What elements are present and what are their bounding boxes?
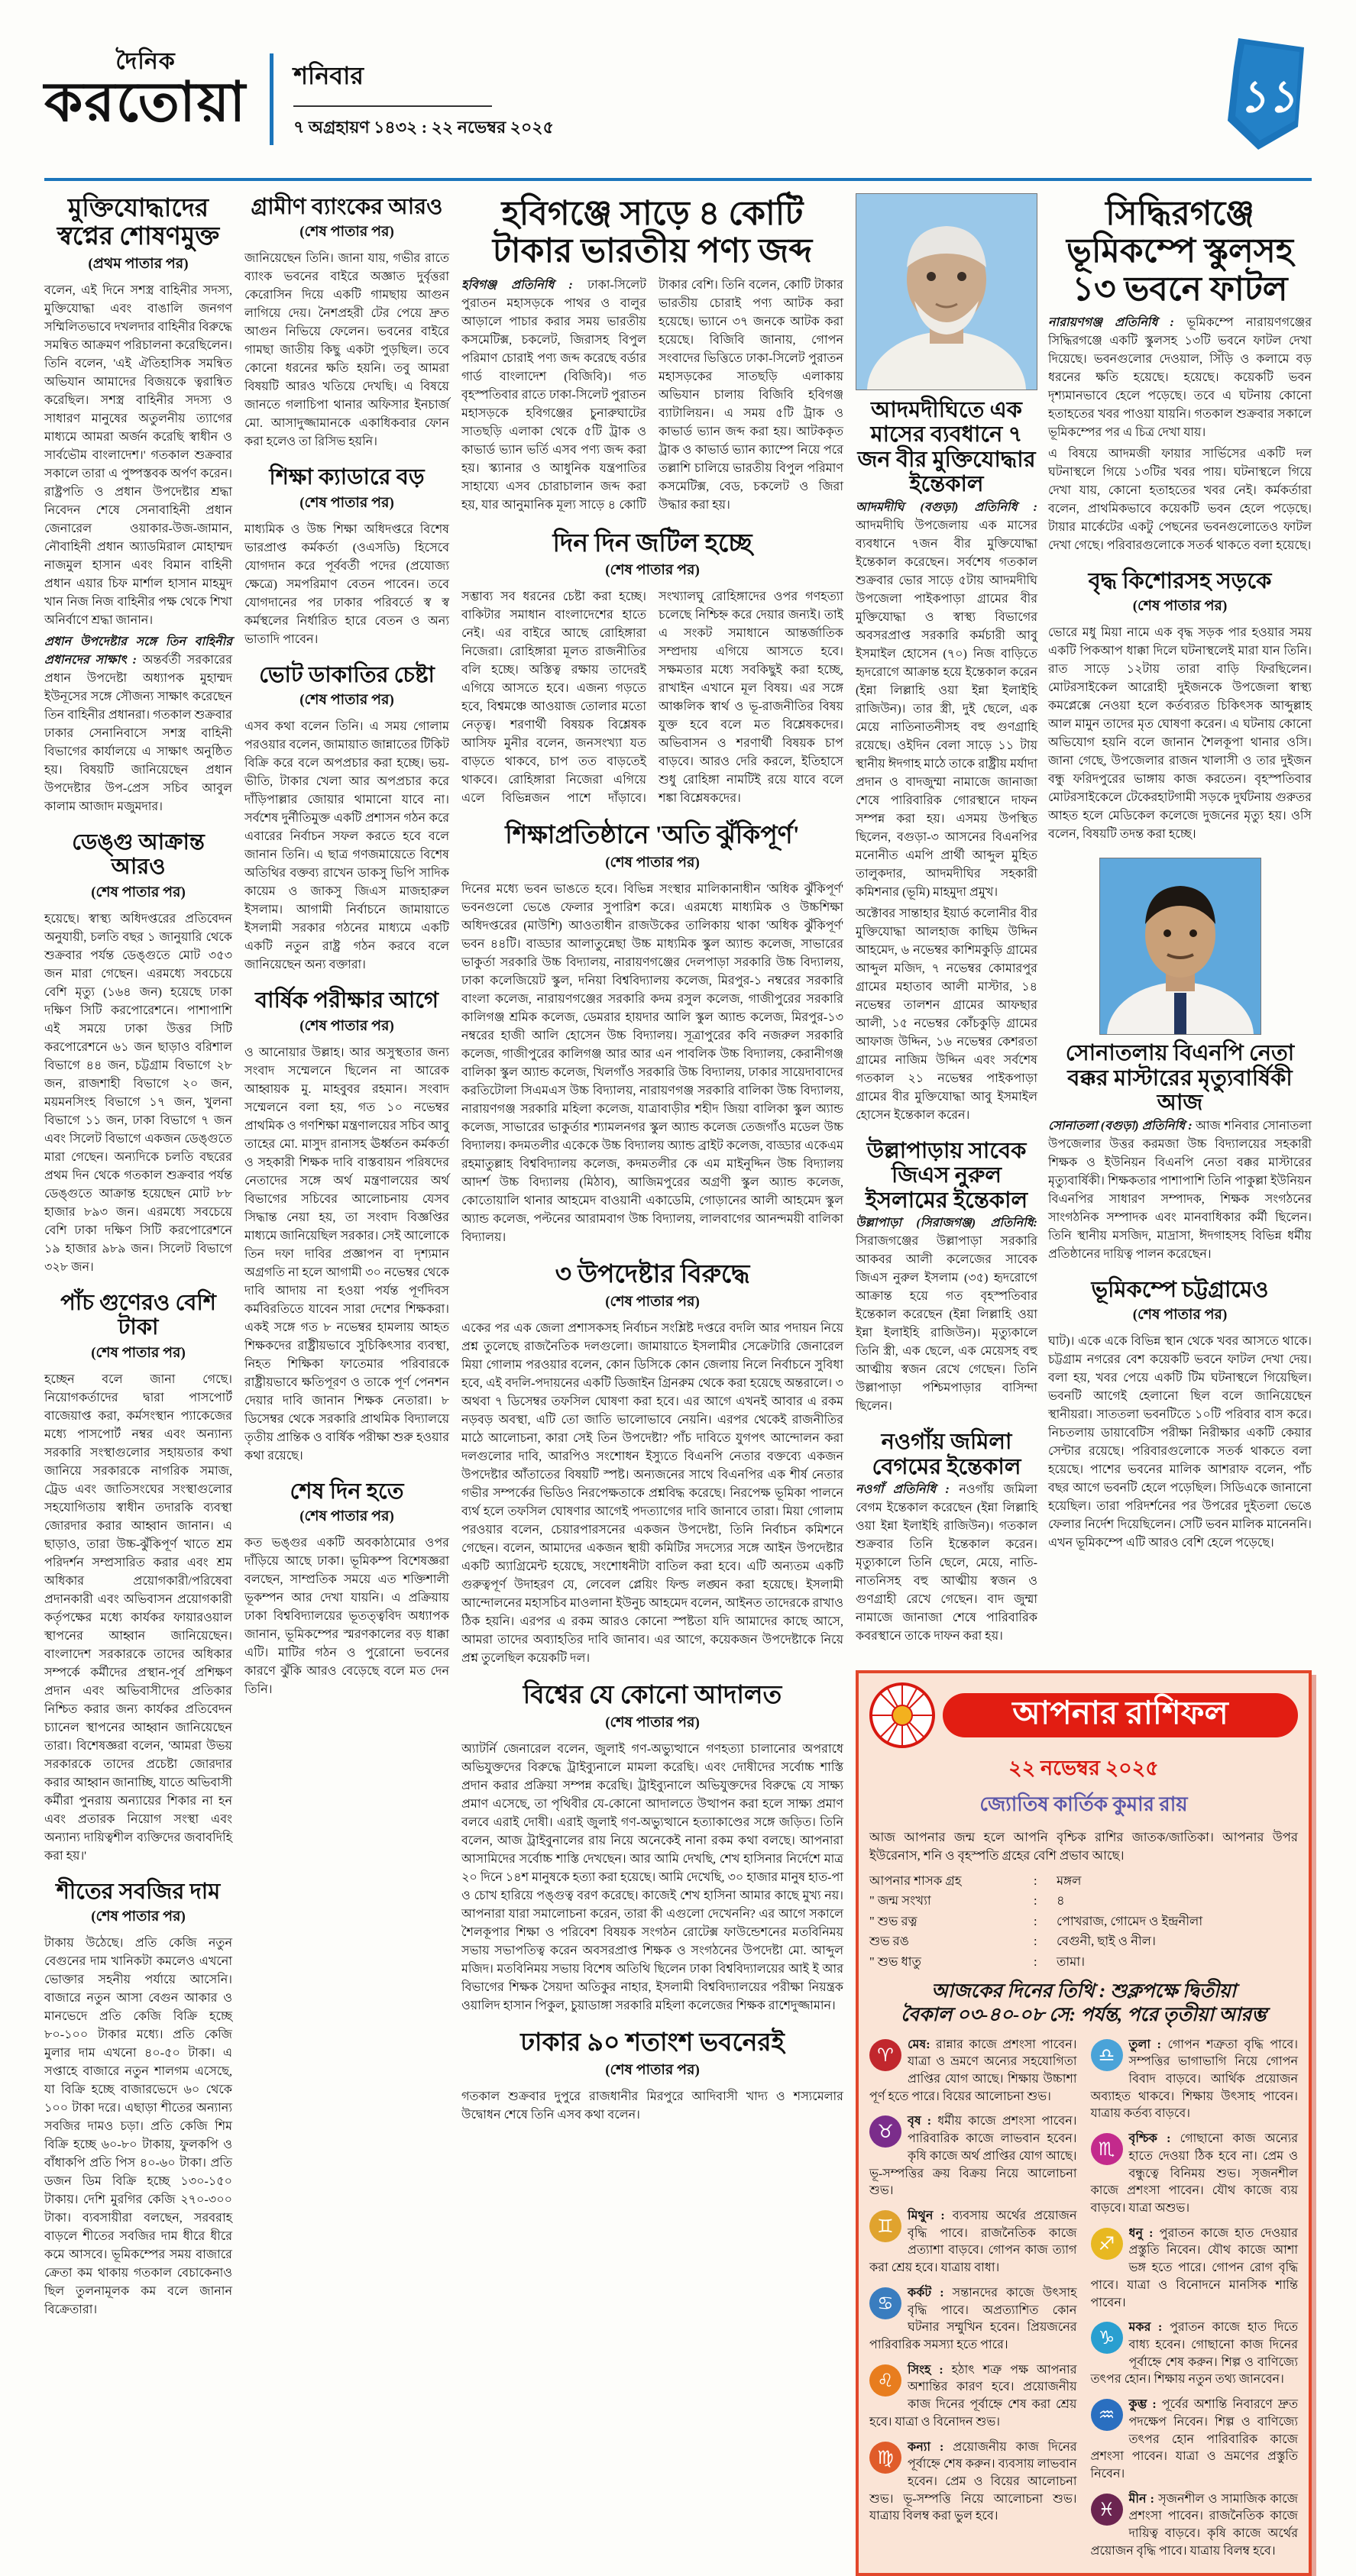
horoscope-title: আপনার রাশিফল — [943, 1693, 1298, 1737]
weekday-label: শনিবার — [293, 62, 364, 89]
zodiac-sign-name: সিংহ : — [908, 2363, 952, 2377]
zodiac-sign-icon: ♋ — [869, 2287, 901, 2319]
zodiac-sign-text: হঠাৎ শত্রু পক্ষ আপনার অশান্তির কারণ হবে। প্রয়োজনীয় কাজ দিনের পূর্বাহ্নে শেষ করা শ্রেয় হবে। যাত্রা ও বিনোদন শুভ। — [869, 2363, 1077, 2429]
column-2 — [244, 193, 449, 1713]
article-habiganj — [461, 195, 843, 516]
headline-chattogram: ভূমিকম্পে চট্টগ্রামেও — [1091, 1277, 1269, 1302]
column-5 — [856, 193, 1037, 1660]
masthead-rule — [293, 105, 492, 107]
zodiac-entry — [869, 2285, 1077, 2355]
zodiac-sign-name: কুম্ভ : — [1128, 2398, 1162, 2412]
continued-mukti: (প্রথম পাতার পর) — [88, 255, 189, 272]
zodiac-sign-name: মিথুন : — [908, 2209, 953, 2222]
page-number-text: ১১ — [1238, 70, 1296, 122]
article-chattogram — [1048, 1278, 1312, 1553]
zodiac-sign-name: বৃশ্চিক : — [1128, 2132, 1180, 2146]
continued-cadre: (শেষ পাতার পর) — [299, 494, 394, 511]
article-upodeshta — [461, 1261, 843, 1668]
body-ullapara: সিরাজগঞ্জের উল্লাপাড়া সরকারি আকবর আলী কলেজের সাবেক জিএস নুরুল ইসলাম (৩৫) হৃদরোগে আক্রান্ত হয়ে গত বৃহস্পতিবার ইন্তেকাল করেছেন (ইন্না লিল্লাহি ওয়া ইন্না ইলাইহি রাজিউন)। মৃত্যুকালে তিনি স্ত্রী, এক ছেলে, এক মেয়েসহ বহু আত্মীয় স্বজন রেখে গেছেন। তিনি উল্লাপাড়া পশ্চিমপাড়ার বাসিন্দা ছিলেন। — [856, 1235, 1037, 1414]
headline-panch: পাঁচ গুণেরও বেশি টাকা — [60, 1290, 216, 1340]
headline-dhaka90: ঢাকার ৯০ শতাংশ ভবনেরই — [520, 2029, 785, 2057]
zodiac-sign-text: গোছানো কাজ অন্যের হাতে দেওয়া ঠিক হবে না। প্রেম ও বন্ধুত্বে বিনিময় শুভ। সৃজনশীল কাজে প্রশংসা পাবেন। যৌথ কাজে ব্যয় বাড়বে। যাত্রা অশুভ। — [1090, 2132, 1299, 2215]
continued-sheshdin: (শেষ পাতার পর) — [299, 1508, 394, 1525]
zodiac-entry — [869, 2362, 1077, 2432]
byline-ullapara: উল্লাপাড়া (সিরাজগঞ্জ) প্রতিনিধি: — [856, 1217, 1037, 1230]
body-habiganj: ঢাকা-সিলেট পুরাতন মহাসড়কে পাথর ও বালুর আড়ালে পাচার করার সময় ভারতীয় কসমেটিক্স, চকলেট, জিরাসহ বিপুল পরিমাণ চোরাই পণ্য জব্দ করেছে বর্ডার গার্ড বাংলাদেশ (বিজিবি)। গত বৃহস্পতিবার রাতে ঢাকা-সিলেট পুরাতন মহাসড়কে হবিগঞ্জের চুনারুঘাটের সাতছড়ি এলাকা থেকে ৫টি ট্রাক ও কাভার্ড ভ্যান ভর্তি এসব পণ্য জব্দ করা হয়। স্ক্যানার ও আধুনিক যন্ত্রপাতির সাহায্যে এসব চোরাচালান জব্দ করা হয়, যার আনুমানিক মূল্য সাড়ে ৪ কোটি টাকার বেশি। তিনি বলেন, কোটি টাকার ভারতীয় চোরাই পণ্য আটক করা হয়েছে। ভ্যানে ৩৭ জনকে আটক করা হয়েছে। বিজিবি জানায়, গোপন সংবাদের ভিত্তিতে ঢাকা-সিলেট পুরাতন মহাসড়কের সাতছড়ি এলাকায় অভিযান চালায় বিজিবি হবিগঞ্জ ব্যাটালিয়ন। এ সময় ৫টি ট্রাক ও কাভার্ড ভ্যান জব্দ করা হয়। আটককৃত ট্রাক ও কাভার্ড ভ্যান ক্যাম্পে নিয়ে পরে তল্লাশি চালিয়ে ভারতীয় বিপুল পরিমাণ কসমেটিক্স, বেড, চকলেট ও জিরা উদ্ধার করা হয়। — [461, 278, 843, 512]
article-ullapara — [856, 1139, 1037, 1416]
headline-sheshdin: শেষ দিন হতে — [290, 1479, 404, 1504]
zodiac-sign-text: পূর্বের অশান্তি নিবারণে দ্রুত পদক্ষেপ নিবেন। শিল্প ও বাণিজ্যে তৎপর হোন পারিবারিক কাজে প্রশংসা পাবেন। যাত্রা ও ভ্রমণের প্রস্তুতি নিবেন। — [1090, 2398, 1298, 2481]
headline-briddho: বৃদ্ধ কিশোরসহ সড়কে — [1088, 568, 1272, 593]
zodiac-entry — [869, 2439, 1077, 2526]
continued-briddho: (শেষ পাতার পর) — [1132, 598, 1228, 615]
continued-jotil: (শেষ পাতার পর) — [605, 562, 700, 579]
zodiac-entry — [1091, 2131, 1299, 2218]
body-naogaon: নওগাঁয় জমিলা বেগম ইন্তেকাল করেছেন (ইন্না লিল্লাহি ওয়া ইন্না ইলাইহি রাজিউন)। গতকাল শুক্রবার তিনি ইন্তেকাল করেন। মৃত্যুকালে তিনি ছেলে, মেয়ে, নাতি-নাতনিসহ বহু আত্মীয় স্বজন ও গুণগ্রাহী রেখে গেছেন। বাদ জুম্মা নামাজে জানাজা শেষে পারিবারিক কবরস্থানে তাকে দাফন করা হয়। — [856, 1483, 1038, 1644]
body-chattogram: ঘাট)। একে একে বিভিন্ন স্থান থেকে খবর আসতে থাকে। চট্টগ্রাম নগরের বেশ কয়েকটি ভবনে ফাটল দেখা দেয়। বলা হয়, খবর পেয়ে একটি টিম ঘটনাস্থলে গিয়েছিল। ভবনটি আগেই হেলানো ছিল বলে জানিয়েছেন স্থানীয়রা। সাততলা ভবনটিতে ১০টি পরিবার বাস করে। নিচতলায় ডায়াবেটিস পরীক্ষা নিরীক্ষার একটি কেয়ার সেন্টার রয়েছে। পরিবারগুলোকে সতর্ক থাকতে বলা হয়েছে। পাশের ভবনের মালিক আশরাফ বলেন, পাঁচ বছর আগে ভবনটি হেলে পড়েছিল। সিডিএকে জানানো হয়েছিল। তারা পরিদর্শনের পর উপরের দুইতলা ভেঙে ফেলার নির্দেশ দিয়েছিলেন। সেটি ভবন মালিক মানেননি। এখন ভূমিকম্পে এটি আরও বেশি হেলে পড়েছে। — [1048, 1335, 1312, 1550]
headline-naogaon: নওগাঁয় জমিলা বেগমের ইন্তেকাল — [872, 1430, 1021, 1479]
portrait-photo-elderly-man — [856, 193, 1037, 390]
continued-grameen: (শেষ পাতার পর) — [299, 224, 394, 241]
fact-label: " জন্ম সংখ্যা — [869, 1893, 931, 1909]
header-rule — [44, 178, 1312, 181]
zodiac-sign-text: রান্নার কাজে প্রশংসা পাবেন। যাত্রা ও ভ্রমণে অন্যের সহযোগিতা প্রাপ্তির যোগ আছে। শিক্ষায় উচ্চাশা পূর্ণ হতে পারে। বিয়ের আলোচনা শুভ। — [869, 2038, 1077, 2103]
byline-sonatala: সোনাতলা (বগুড়া) প্রতিনিধি : — [1048, 1119, 1193, 1133]
body2-mukti: অন্তর্বর্তী সরকারের প্রধান উপদেষ্টা অধ্যাপক মুহাম্মদ ইউনূসের সঙ্গে সৌজন্য সাক্ষাৎ করেছেন তিন বাহিনীর প্রধানরা। গতকাল শুক্রবার ঢাকার সেনানিবাসে সশস্ত্র বাহিনী বিভাগের কার্যালয়ে এ সাক্ষাৎ অনুষ্ঠিত হয়। বিষয়টি জানিয়েছেন প্রধান উপদেষ্টার উপ-প্রেস সচিব আবুল কালাম আজাদ মজুমদার। — [44, 653, 233, 813]
lead-mukti: প্রধান উপদেষ্টার সঙ্গে তিন বাহিনীর প্রধানদের সাক্ষাৎ : — [44, 635, 232, 667]
continued-chattogram: (শেষ পাতার পর) — [1132, 1307, 1228, 1324]
continued-adalot: (শেষ পাতার পর) — [605, 1715, 700, 1731]
zodiac-sign-name: মীন : — [1128, 2492, 1159, 2506]
continued-dhaka90: (শেষ পাতার পর) — [605, 2062, 700, 2079]
zodiac-sign-name: মকর : — [1128, 2321, 1170, 2335]
fact-label: শুভ রঙ — [869, 1934, 909, 1949]
zodiac-sign-name: কন্যা : — [908, 2440, 953, 2454]
body-sobji: টাকায় উঠেছে। প্রতি কেজি নতুন বেগুনের দাম খানিকটা কমলেও এখনো ভোক্তার সহনীয় পর্যায়ে আসেনি। বাজারে নতুন আসা বেগুন আকার ও মানভেদে প্রতি কেজি বিক্রি হচ্ছে ৮০-১০০ টাকার মধ্যে। প্রতি কেজি মুলার দাম এখনো ৪০-৫০ টাকা। এ সপ্তাহে বাজারে নতুন শালগম এসেছে, যা বিক্রি হচ্ছে বাজারভেদে ৬০ থেকে ১০০ টাকা দরে। এছাড়া শীতের অন্যান্য সবজির দামও চড়া। প্রতি কেজি শিম বিক্রি হচ্ছে ৬০-৮০ টাকায়, ফুলকপি ও বাঁধাকপি প্রতি পিস ৪০-৬০ টাকা। প্রতি ডজন ডিম বিক্রি হচ্ছে ১৩০-১৫০ টাকায়। দেশি মুরগির কেজি ২৭০-৩০০ টাকা। ব্যবসায়ীরা বলছেন, সরবরাহ বাড়লে শীতের সবজির দাম ধীরে ধীরে কমে আসবে। ভূমিকম্পের সময় বাজারে ক্রেতা কম থাকায় গতকাল বেচাকেনাও ছিল তুলনামূলক কম বলে জানান বিক্রেতারা। — [44, 1937, 232, 2317]
headline-exam: বার্ষিক পরীক্ষার আগে — [255, 988, 439, 1013]
horoscope-intro: আজ আপনার জন্ম হলে আপনি বৃশ্চিক রাশির জাতক/জাতিকা। আপনার উপর ইউরেনাস, শনি ও বৃহস্পতি গ্রহের বেশি প্রভাব আছে। — [869, 1830, 1298, 1863]
body-upodeshta: একের পর এক জেলা প্রশাসকসহ নির্বাচন সংশ্লিষ্ট দপ্তরে বদলি আর পদায়ন নিয়ে প্রশ্ন তুলেছে রাজনৈতিক দলগুলো। জামায়াতে ইসলামীর সেক্রেটারি জেনারেল মিয়া গোলাম পরওয়ার বলেন, কোন ডিসিকে কোন জেলায় নিলে নির্বাচনে সুবিধা হবে, এই বদলি-পদায়নের একটি ডিজাইন গ্রিনরুম থেকে করা হয়েছে অন্তরালে। ৩ অথবা ৭ ডিসেম্বর তফসিল ঘোষণা করা হবে। এর আগে এখনই আবার এ রকম নড়বড় অবস্থা, এটি তো জাতি ভালোভাবে নেয়নি। এরপর থেকেই রাজনীতির মাঠে আলোচনা, কারা সেই তিন উপদেষ্টা? পাঁচ দাবিতে যুগপৎ আন্দোলন করা দলগুলোর দাবি, আরপিও সংশোধন ইস্যুতে বিএনপি নেতার বক্তব্যে একজন উপদেষ্টার আঁতাতের বিষয়টি স্পষ্ট। অন্যজনের সাথে বিএনপির এক শীর্ষ নেতার গভীর সম্পর্কের ভিডিও নিরপেক্ষতাকে প্রশ্নবিদ্ধ করেছে। নিরপেক্ষ ভূমিকা পালনে ব্যর্থ হলে তফসিল ঘোষণার আগেই পদত্যাগের দাবি জানাবে তারা। মিয়া গোলাম পরওয়ার বলেন, চেয়ারপারসনের একজন উপদেষ্টা, তিনি নির্বাচন কমিশনে গেছেন। বলেন, আমাদের একজন স্থায়ী কমিটির সদস্যের সঙ্গে আইন উপদেষ্টার একটি অ্যাগ্রিমেন্ট হয়েছে, সংশোধনীটা বাতিল করা হবে। এটি অন্যতম একটি গুরুত্বপূর্ণ উদাহরণ যে, লেবেল প্লেয়িং ফিল্ড লঙ্ঘন করা হয়েছে। ইসলামী আন্দোলনের মহাসচিব মাওলানা ইউনুচ আহমেদ বলেন, আইনত তাদেরকে রাখাও ঠিক হয়নি। এরপর এ রকম আরও কোনো স্পষ্টতা যদি আমাদের কাছে আসে, আমরা তাদের অব্যাহতির দাবি জানাব। এর আগে, কয়েকজন উপদেষ্টাকে নিয়ে প্রশ্ন তুলেছিল কয়েকটি দল। — [461, 1322, 843, 1666]
zodiac-sign-icon: ♈ — [869, 2039, 901, 2071]
body-sheshdin: কত ভঙ্গুর একটি অবকাঠামোর ওপর দাঁড়িয়ে আছে ঢাকা। ভূমিকম্প বিশেষজ্ঞরা বলছেন, সাম্প্রতিক সময়ে এত শক্তিশালী ভূকম্পন আর দেখা যায়নি। এ প্রক্রিয়ায় ঢাকা বিশ্ববিদ্যালয়ের ভূতত্ত্ববিদ অধ্যাপক জানান, ভূমিকম্পের স্মরণকালের বড় ধাক্কা এটি। মাটির গঠন ও পুরোনো ভবনের কারণে ঝুঁকি আরও বেড়েছে বলে মত দেন তিনি। — [244, 1537, 449, 1697]
masthead-divider — [270, 53, 273, 145]
body-adamdighi: আদমদীঘি উপজেলায় এক মাসের ব্যবধানে ৭জন বীর মুক্তিযোদ্ধা ইন্তেকাল করেছেন। সর্বশেষ গতকাল শুক্রবার ভোর সাড়ে ৫টায় আদমদীঘি উপজেলা পাইকপাড়া গ্রামের বীর মুক্তিযোদ্ধা ও স্বাস্থ্য বিভাগের অবসরপ্রাপ্ত সরকারি কর্মচারী আবু ইসমাইল হোসেন (৭০) নিজ বাড়িতে হৃদরোগে আক্রান্ত হয়ে ইন্তেকাল করেন (ইন্না লিল্লাহি ওয়া ইন্না ইলাইহি রাজিউন)। তার স্ত্রী, দুই ছেলে, এক মেয়ে নাতিনাতনীসহ বহু গুণগ্রাহি রয়েছে। ওইদিন বেলা সাড়ে ১১ টায় স্থানীয় ঈদগাহ মাঠে তাকে রাষ্ট্রীয় মর্যাদা প্রদান ও বাদজুম্মা নামাজে জানাজা শেষে পারিবারিক গোরস্থানে দাফন সম্পন্ন করা হয়। এসময় উপস্থিত ছিলেন, বগুড়া-৩ আসনের বিএনপির মনোনীত এমপি প্রার্থী আব্দুল মুহিত তালুকদার, আদমদীঘির সহকারী কমিশনার (ভূমি) মাহমুদা প্রমুখ। — [856, 519, 1037, 899]
zodiac-sign-icon: ♎ — [1091, 2039, 1123, 2071]
zodiac-sign-text: গোপন শত্রুতা বৃদ্ধি পাবে। সম্পত্তির ভাগাভাগি নিয়ে গোপন বিবাদ বাড়বে। আর্থিক প্রয়োজন অব্যাহত থাকবে। শিক্ষায় উৎসাহ পাবেন। যাত্রায় কর্তব্য বাড়বে। — [1090, 2038, 1298, 2121]
article-dengue — [44, 830, 232, 1277]
zodiac-sign-icon: ♉ — [869, 2115, 901, 2148]
article-dhaka90 — [461, 2029, 843, 2125]
headline-dengue: ডেঙ্গু আক্রান্ত আরও — [72, 829, 205, 880]
page-columns — [44, 193, 1312, 2576]
headline-ullapara: উল্লাপাড়ায় সাবেক জিএস নুরুল ইসলামের ইন্তেকাল — [865, 1138, 1028, 1213]
article-siddhirganj — [1048, 195, 1312, 555]
fact-label: " শুভ ধাতু — [869, 1954, 921, 1969]
tithi-line-1: আজকের দিনের তিথি : শুক্লপক্ষে দ্বিতীয়া — [931, 1981, 1236, 2002]
article-grameen — [244, 195, 449, 451]
headline-grameen: গ্রামীণ ব্যাংকের আরও — [251, 195, 443, 219]
zodiac-sign-icon: ♌ — [869, 2364, 901, 2397]
article-jhukipurno — [461, 822, 843, 1247]
zodiac-entry — [1091, 2397, 1299, 2484]
zodiac-sign-name: তুলা : — [1128, 2038, 1168, 2051]
fact-label: আপনার শাসক গ্রহ — [869, 1873, 962, 1889]
body-panch: হচ্ছেন বলে জানা গেছে। নিয়োগকর্তাদের দ্বারা পাসপোর্ট বাজেয়াপ্ত করা, কর্মসংস্থান প্যাকেজের মধ্যে পাসপোর্ট নম্বর এবং অন্যান্য সরকারি সংস্থাগুলোর সহায়তার কথা জানিয়ে সরকারকে নাগরিক সমাজ, ট্রেড এবং জাতিসংঘের সংস্থাগুলোর সহযোগিতায় স্বাধীন তদারকি ব্যবস্থা জোরদার করার আহ্বান জানান। এ ছাড়াও, তারা উচ্চ-ঝুঁকিপূর্ণ খাতে শ্রম পরিদর্শন সম্প্রসারিত করার এবং শ্রম অধিকার প্রয়োগকারী/পরিষেবা প্রদানকারী এবং অভিবাসন প্রয়োগকারী কর্তৃপক্ষের মধ্যে কার্যকর ফায়ারওয়াল স্থাপনের আহ্বান জানিয়েছেন। বাংলাদেশ সরকারকে তাদের অধিকার সম্পর্কে কর্মীদের প্রস্থান-পূর্ব প্রশিক্ষণ প্রদান এবং অভিবাসীদের প্রতিকার নিশ্চিত করার জন্য কার্যকর প্রতিবেদন চ্যানেল স্থাপনের আহ্বান জানিয়েছেন তারা। বিশেষজ্ঞরা বলেন, 'আমরা উভয় সরকারকে তাদের প্রচেষ্টা জোরদার করার আহ্বান জানাচ্ছি, যাতে অভিবাসী কর্মীরা পুনরায় অন্যায়ের শিকার না হন এবং প্রতারক নিয়োগ সংস্থা এবং অন্যান্য দায়িত্বশীল ব্যক্তিদের জবাবদিহি করা হয়।' — [44, 1372, 232, 1863]
headline-upodeshta: ৩ উপদেষ্টার বিরুদ্ধে — [555, 1261, 750, 1289]
headline-cadre: শিক্ষা ক্যাডারে বড় — [269, 465, 425, 490]
article-exam — [244, 988, 449, 1465]
article-sobji — [44, 1879, 232, 2319]
date-line: ৭ অগ্রহায়ণ ১৪৩২ : ২২ নভেম্বর ২০২৫ — [293, 118, 554, 137]
body-grameen: জানিয়েছেন তিনি। জানা যায়, গভীর রাতে ব্যাংক ভবনের বাইরে অজ্ঞাত দুর্বৃত্তরা কেরোসিন দিয়ে একটি গামছায় আগুন লাগিয়ে দেয়। নৈশপ্রহরী টের পেয়ে দ্রুত আগুন নিভিয়ে ফেলেন। ভবনের বাইরে গামছা জাতীয় কিছু একটা পুড়ছিল। তবে কোনো ধরনের ক্ষতি হয়নি। তবু আমরা বিষয়টি আরও খতিয়ে দেখছি। এ বিষয়ে জানতে গলাচিপা থানার অফিসার ইনচার্জ মো. আসাদুজ্জামানকে একাধিকবার ফোন করা হলেও তা রিসিভ হয়নি। — [244, 252, 449, 449]
headline-siddhirganj: সিদ্ধিরগঞ্জে ভূমিকম্পে স্কুলসহ ১৩ ভবনে ফাটল — [1066, 195, 1293, 308]
zodiac-sign-icon: ♑ — [1091, 2322, 1123, 2354]
zodiac-wheel-icon — [869, 1682, 935, 1748]
column-1 — [44, 193, 232, 2333]
zodiac-entry — [869, 2113, 1077, 2200]
byline-siddhirganj: নারায়ণগঞ্জ প্রতিনিধি : — [1048, 315, 1174, 329]
column-6 — [1048, 193, 1312, 1566]
zodiac-sign-name: কর্কট : — [908, 2286, 953, 2300]
continued-panch: (শেষ পাতার পর) — [91, 1344, 186, 1361]
headline-adamdighi: আদমদীঘিতে এক মাসের ব্যবধানে ৭ জন বীর মুক্তিযোদ্ধার ইন্তেকাল — [857, 398, 1036, 497]
zodiac-entry — [1091, 2319, 1299, 2389]
body-vote: এসব কথা বলেন তিনি। এ সময় গোলাম পরওয়ার বলেন, জামায়াত জান্নাতের টিকিট বিক্রি করে বলে অপপ্রচার করা হচ্ছে। ভয়-ভীতি, টাকার খেলা আর অপপ্রচার করে দাঁড়িপাল্লার জোয়ার থামানো যাবে না। সর্বশেষ দুর্নীতিমুক্ত একটি প্রশাসন গঠন করে এবারের নির্বাচন সফল করতে হবে বলে জানান তিনি। এ ছাত্র গণজমায়েতে বিশেষ অতিথির বক্তব্য রাখেন ডাকসু ভিপি সাদিক কায়েম ও জাকসু জিএস মাজহারুল ইসলাম। আগামী নির্বাচনে জামায়াতে ইসলামী সরকার গঠনের মাধ্যমে একটি একটি নতুন রাষ্ট্র গঠন করবে বলে জানিয়েছেন অন্য বক্তারা। — [244, 720, 449, 972]
byline-adamdighi: আদমদীঘি (বগুড়া) প্রতিনিধি : — [856, 500, 1037, 514]
zodiac-entry — [869, 2208, 1077, 2277]
column-3-4 — [461, 193, 843, 2138]
body-siddhirganj: এ বিষয়ে আদমজী ফায়ার সার্ভিসের একটি দল ঘটনাস্থলে গিয়ে ১৩টির খবর পায়। ঘটনাস্থলে গিয়ে দেখা যায়, কোনো হতাহতের খবর নেই। কর্মকর্তারা বলেন, প্রাথমিকভাবে কয়েকটি ভবন হেলে পড়েছে। টায়ার মার্কেটের একটু পেছনের ভবনগুলোতেও ফাটল দেখা গেছে। পরিবারগুলোকে সতর্ক থাকতে বলা হয়েছে। — [1048, 447, 1312, 552]
zodiac-sign-icon: ♐ — [1091, 2228, 1123, 2260]
zodiac-sign-text: সৃজনশীল ও সামাজিক কাজে প্রশংসা পাবেন। রাজনৈতিক কাজে দায়িত্ব বাড়বে। কৃষি কাজে অর্থের প্রয়োজন বৃদ্ধি পাবে। যাত্রায় বিলম্ব হবে। — [1090, 2492, 1298, 2558]
headline-vote: ভোট ডাকাতির চেষ্টা — [259, 662, 435, 687]
column-5-6 — [856, 193, 1312, 2576]
article-adamdighi — [856, 398, 1037, 1125]
continued-dengue: (শেষ পাতার পর) — [91, 884, 186, 900]
portrait-photo-man-tie — [1099, 858, 1261, 1035]
zodiac-grid — [869, 2037, 1298, 2561]
horoscope-astrologer: জ্যোতিষ কার্তিক কুমার রায় — [979, 1793, 1188, 1816]
continued-jhukipurno: (শেষ পাতার পর) — [605, 855, 700, 871]
zodiac-sign-icon: ♓ — [1091, 2494, 1123, 2526]
lede-siddhirganj: ভূমিকম্পে নারায়ণগঞ্জের সিদ্ধিরগঞ্জে একটি স্কুলসহ ১৩টি ভবনে ফাটল দেখা দিয়েছে। ভবনগুলোর দেওয়াল, সিঁড়ি ও কলামে বড় ধরনের ক্ষতি হয়েছে। হয়েছে। কয়েকটি ভবন দৃশ্যমানভাবে হেলে পড়েছে। তবে এ ঘটনায় কোনো হতাহতের খবর পাওয়া যায়নি। গতকাল শুক্রবার সকালে ভূমিকম্পের পর এ চিত্র দেখা যায়। — [1048, 315, 1312, 439]
masthead-meta — [293, 57, 554, 143]
zodiac-sign-text: প্রয়োজনীয় কাজ দিনের পূর্বাহ্নে শেষ করুন। ব্যবসায় লাভবান হবেন। প্রেম ও বিয়ের আলোচনা শুভ। ভূ-সম্পত্তি নিয়ে আলোচনা শুভ। যাত্রায় বিলম্ব করা ভুল হবে। — [869, 2440, 1077, 2523]
zodiac-entry — [1091, 2491, 1299, 2561]
body-sonatala: আজ শনিবার সোনাতলা উপজেলার উত্তর করমজা উচ্চ বিদ্যালয়ের সহকারী শিক্ষক ও ইউনিয়ন বিএনপি নেতা বক্কর মাস্টারের মৃত্যুবার্ষিকী। শিক্ষকতার পাশাপাশি তিনি পাকুল্লা ইউনিয়ন বিএনপির সাধারণ সম্পাদক, শিক্ষক সংগঠনের সাংগঠনিক সম্পাদক এবং মানবাধিকার কর্মী ছিলেন। তিনি স্থানীয় মসজিদ, মাদ্রাসা, ঈদগাহসহ বিভিন্ন ধর্মীয় প্রতিষ্ঠানের দায়িত্ব পালন করেছেন। — [1048, 1119, 1312, 1261]
horoscope-box — [856, 1670, 1312, 2575]
article-cadre — [244, 465, 449, 648]
continued-exam: (শেষ পাতার পর) — [299, 1017, 394, 1034]
article-panch — [44, 1291, 232, 1866]
zodiac-entry — [869, 2037, 1077, 2106]
headline-habiganj: হবিগঞ্জে সাড়ে ৪ কোটি টাকার ভারতীয় পণ্য জব্দ — [492, 195, 813, 270]
zodiac-sign-icon: ♒ — [1091, 2399, 1123, 2431]
continued-sobji: (শেষ পাতার পর) — [91, 1909, 186, 1925]
zodiac-sign-text: সন্তানদের কাজে উৎসাহ বৃদ্ধি পাবে। অপ্রত্যাশিত কোন ঘটনার সম্মুখিন হবেন। প্রিয়জনের পারিবারিক সমস্যা হতে পারে। — [869, 2286, 1077, 2352]
zodiac-sign-icon: ♊ — [869, 2210, 901, 2242]
article-naogaon — [856, 1430, 1037, 1646]
byline-naogaon: নওগাঁ প্রতিনিধি : — [856, 1483, 950, 1497]
body-jhukipurno: দিনের মধ্যে ভবন ভাঙতে হবে। বিভিন্ন সংস্থার মালিকানাধীন 'অধিক ঝুঁকিপূর্ণ' ভবনগুলো ভেঙে ফেলার সুপারিশ করে। এরমধ্যে মাধ্যমিক ও উচ্চশিক্ষা অধিদপ্তরের (মাউশি) আওতাধীন রাজউকের তালিকায় থাকা 'অধিক ঝুঁকিপূর্ণ' ভবন ৪৪টি। বাড্ডার আলাতুন্নেছা উচ্চ মাধ্যমিক স্কুল অ্যান্ড কলেজ, সাভারের ভাকুর্তা সরকারি উচ্চ বিদ্যালয়, নারায়ণগঞ্জের দেলপাড়া সরকারি উচ্চ বিদ্যালয়, ঢাকা কলেজিয়েট স্কুল, দনিয়া বিশ্ববিদ্যালয় কলেজ, মিরপুর-১ নম্বরের সরকারি বাংলা কলেজ, নারায়ণগঞ্জের সরকারি কদম রসুল কলেজ, গাজীপুরের সরকারি কালিগঞ্জ শ্রমিক কলেজ, ডেমরার হায়দার আলি স্কুল অ্যান্ড কলেজ, মিরপুর-১৩ নম্বরের হাজী আলি হোসেন উচ্চ বিদ্যালয়। সূত্রাপুরের কবি নজরুল সরকারি কলেজ, গাজীপুরের কালিগঞ্জ আর আর এন পাবলিক উচ্চ বিদ্যালয়, কেরানীগঞ্জ বালিকা স্কুল অ্যান্ড কলেজ, খিলগাঁও সরকারি উচ্চ বিদ্যালয়, ঢাকার সায়েদাবাদের করতিটোলা সিএমএস উচ্চ বিদ্যালয়, নারায়ণগঞ্জ সরকারি বালিকা উচ্চ বিদ্যালয়, নারায়ণগঞ্জ সরকারি মহিলা কলেজ, যাত্রাবাড়ীর শহীদ জিয়া বালিকা স্কুল অ্যান্ড কলেজ, সাভারের ভাকুর্তার শ্যামলনগর স্কুল অ্যান্ড কলেজ তেজগাঁও মডেল উচ্চ বিদ্যালয়। কদমতলীর একেকে উচ্চ বিদ্যালয় অ্যান্ড ব্রাইট কলেজ, বাড্ডার একেএম রহমাতুল্লাহ বিশ্ববিদ্যালয় কলেজ, কদমতলীর কে এম মাইনুদ্দিন উচ্চ বিদ্যালয় আদর্শ উচ্চ বিদ্যালয় (মিঠাব), আজিমপুরের অগ্রণী স্কুল অ্যান্ড কলেজ, কোতোয়ালি থানার আহমেদ বাওয়ানী একাডেমি, গোড়ানের আলী আহমেদ স্কুল অ্যান্ড কলেজ, পল্টনের আরামবাগ উচ্চ বিদ্যালয়, লালবাগের আনন্দময়ী বালিকা বিদ্যালয়। — [461, 883, 843, 1245]
zodiac-sign-text: পুরাতন কাজে হাত দিতে বাধ্য হবেন। গোছানো কাজ দিনের পূর্বাহ্নে শেষ করুন। শিল্প ও বাণিজ্যে তৎপর হোন। শিক্ষায় নতুন তথ্য জানবেন। — [1090, 2321, 1298, 2387]
article-vote — [244, 663, 449, 974]
zodiac-entry — [1091, 2225, 1299, 2313]
body-jotil: সম্ভাব্য সব ধরনের চেষ্টা করা হচ্ছে। বাকিটার সমাধান বাংলাদেশের হাতে নেই। এর বাইরে আছে রোহিঙ্গারা নিজেরা। রোহিঙ্গারা মূলত রাজনীতির বলি হচ্ছে। অস্তিত্ব রক্ষায় তাদেরই এগিয়ে আসতে হবে। এজন্য গড়তে হবে, বিশ্বমঞ্চে আওয়াজ তোলার মতো নেতৃত্ব। শরণার্থী বিষয়ক বিশ্লেষক আসিফ মুনীর বলেন, জনসংখ্যা যত বাড়তে থাকবে, চাপ তত বাড়তেই থাকবে। রোহিঙ্গারা নিজেরা এগিয়ে এলে বিভিন্নজন পাশে দাঁড়াবে। সংখ্যালঘু রোহিঙ্গাদের ওপর গণহত্যা চলেছে নিশ্চিহ্ন করে দেয়ার জন্যই। তাই এ সংকট সমাধানে আন্তর্জাতিক সম্প্রদায় এগিয়ে আসতে হবে। সক্ষমতার মধ্যে সবকিছুই করা হচ্ছে, রাখাইন এখানে মূল বিষয়। এর সঙ্গে আঞ্চলিক স্বার্থ ও ভূ-রাজনীতির বিষয় যুক্ত হবে বলে মত বিশ্লেষকদের। অভিবাসন ও শরণার্থী বিষয়ক চাপ বাড়বে। আরও দেরি করলে, ইতিহাসে শুধু রোহিঙ্গা নামটিই রয়ে যাবে বলে শঙ্কা বিশ্লেষকদের। — [461, 590, 843, 806]
zodiac-sign-text: ব্যবসায় অর্থের প্রয়োজন বৃদ্ধি পাবে। রাজনৈতিক কাজে প্রত্যাশা বাড়বে। গোপন কাজ ত্যাগ করা শ্রেয় হবে। যাত্রায় বাধা। — [869, 2209, 1077, 2275]
fact-value: পোখরাজ, গোমেদ ও ইন্দ্রনীলা — [1057, 1913, 1203, 1928]
tithi-line-2: বৈকাল ০৩-৪০-০৮ সে: পর্যন্ত, পরে তৃতীয়া আরম্ভ — [901, 2005, 1267, 2026]
headline-sobji: শীতের সবজির দাম — [56, 1879, 221, 1904]
zodiac-sign-text: ধর্মীয় কাজে প্রশংসা পাবেন। পারিবারিক কাজে লাভবান হবেন। কৃষি কাজে অর্থ প্রাপ্তির যোগ আছে। ভূ-সম্পত্তির ক্রয় বিক্রয় নিয়ে আলোচনা শুভ। — [869, 2115, 1077, 2198]
fact-label: " শুভ রত্ন — [869, 1913, 917, 1928]
body-mukti: বলেন, এই দিনে সশস্ত্র বাহিনীর সদস্য, মুক্তিযোদ্ধা এবং বাঙালি জনগণ সম্মিলিতভাবে দখলদার বাহিনীর বিরুদ্ধে সমন্বিত আক্রমণ পরিচালনা করেছিলেন। তিনি বলেন, 'এই ঐতিহাসিক সমন্বিত অভিযান আমাদের বিজয়কে ত্বরান্বিত করেছিল। সশস্ত্র বাহিনীর সদস্য ও সাধারণ মানুষের অতুলনীয় ত্যাগের মাধ্যমে আমরা অর্জন করেছি স্বাধীন ও সার্বভৌম বাংলাদেশ।' গতকাল শুক্রবার সকালে তারা এ পুষ্পস্তবক অর্পণ করেন। রাষ্ট্রপতি ও প্রধান উপদেষ্টার শ্রদ্ধা নিবেদন শেষে সেনাবাহিনী প্রধান জেনারেল ওয়াকার-উজ-জামান, নৌবাহিনী প্রধান অ্যাডমিরাল মোহাম্মদ নাজমুল হাসান এবং বিমান বাহিনী প্রধান এয়ার চিফ মার্শাল হাসান মাহমুদ খান নিজ নিজ বাহিনীর পক্ষ থেকে শিখা অনির্বাণে শ্রদ্ধা জানান। — [44, 283, 232, 627]
page-number-badge — [1225, 37, 1307, 151]
continued-vote: (শেষ পাতার পর) — [299, 692, 394, 709]
zodiac-sign-icon: ♏ — [1091, 2133, 1123, 2165]
body-dhaka90: গতকাল শুক্রবার দুপুরে রাজধানীর মিরপুরে আদিবাসী খাদ্য ও শস্যমেলার উদ্বোধন শেষে তিনি এসব কথা বলেন। — [461, 2090, 843, 2122]
fact-value: মঙ্গল — [1057, 1873, 1082, 1889]
masthead — [44, 46, 1312, 172]
body-adalot: অ্যাটর্নি জেনারেল বলেন, জুলাই গণ-অভ্যুত্থানে গণহত্যা চালানোর অপরাধে অভিযুক্তদের বিরুদ্ধে ট্রাইব্যুনালে মামলা করেছি। এবং দোষীদের সর্বোচ্চ শাস্তি প্রদান করার প্রক্রিয়া সম্পন্ন করেছি। ট্রাইব্যুনালে অভিযুক্তদের বিরুদ্ধে যে সাক্ষ্য প্রমাণ এসেছে, তা পৃথিবীর যে-কোনো আদালতে উত্থাপন করা হলে সাক্ষ্য প্রমাণ বলবে এরাই দোষী। এরাই জুলাই গণ-অভ্যুত্থানে হত্যাকাণ্ডের সঙ্গে জড়িত। তিনি বলেন, আজ ট্রাইবুনালের রায় নিয়ে অনেকেই নানা রকম কথা বলছে। আপনারা আসামিদের সর্বোচ্চ শাস্তি দেখছেন। আর আমি দেখছি, শেখ হাসিনার নির্দেশে মাত্র ২০ দিনে ১৪শ মানুষকে হত্যা করা হয়েছে। আমি দেখেছি, ৩০ হাজার মানুষ হাত-পা ও চোখ হারিয়ে পঙ্গুত্ব বরণ করেছে। কাজেই শেখ হাসিনা আমার কাছে মুখ্য নয়। আপনারা যারা সমালোচনা করেন, তারা কী এগুলো দেখেননি? এর আগে সকালে শৈলকূপার শিক্ষা ও পরিবেশ বিষয়ক সংগঠন রোটেক্স ফাউন্ডেশনের মতবিনিময় সভায় সভাপতিত্ব করেন অবসরপ্রাপ্ত শিক্ষক ও সংগঠনের উপদেষ্টা মো. আব্দুল মজিদ। মতবিনিময় সভায় বিশেষ অতিথি ছিলেন ঢাকা বিশ্ববিদ্যালয়ের আই ই আর বিভাগের শিক্ষক সৈয়দা অতিকুর নাহার, ইসলামী বিশ্ববিদ্যালয়ের পরীক্ষা নিয়ন্ত্রক ওয়ালিদ হাসান পিকুল, চুয়াডাঙ্গা সরকারি মহিলা কলেজের শিক্ষক রাশেদুজ্জামান। — [461, 1743, 843, 2013]
zodiac-entry — [1091, 2037, 1299, 2124]
headline-mukti: মুক্তিযোদ্ধাদের স্বপ্নের শোষণমুক্ত — [57, 195, 220, 250]
zodiac-sign-name: মেষ: — [908, 2038, 936, 2051]
body2-adamdighi: অক্টোবর সান্তাহার ইয়ার্ড কলোনীর বীর মুক্তিযোদ্ধা আলহাজ কাছিম উদ্দিন আহমেদ, ৬ নভেম্বর কাশিমকুড়ি গ্রামের আব্দুল মজিদ, ৭ নভেম্বর কোমারপুর গ্রামের মহাতাব আলী মাস্টার, ১৪ নভেম্বর তালশন গ্রামের আফছার আলী, ১৫ নভেম্বর কোঁচকুড়ি গ্রামের আফাজ উদ্দিন, ১৬ নভেম্বর কেশরতা গ্রামের নাজিম উদ্দিন এবং সর্বশেষ গতকাল ২১ নভেম্বর পাইকপাড়া গ্রামের বীর মুক্তিযোদ্ধা আবু ইসমাইল হোসেন ইন্তেকাল করেন। — [856, 907, 1037, 1122]
body-briddho: ভোরে মধু মিয়া নামে এক বৃদ্ধ সড়ক পার হওয়ার সময় একটি পিকআপ ধাক্কা দিলে ঘটনাস্থলেই মারা যান তিনি। রাত সাড়ে ১২টায় তারা বাড়ি ফিরছিলেন। মোটরসাইকেল আরোহী দুইজনকে উপজেলা স্বাস্থ্য কমপ্লেক্সে নেওয়া হলে কর্তব্যরত চিকিৎসক আব্দুল্লাহ আল মামুন তাদের মৃত ঘোষণা করেন। এ ঘটনায় কোনো অভিযোগ হয়নি বলে জানান শৈলকূপা থানার ওসি। জানা গেছে, উপজেলার রাজন খালাসী ও তার দুইজন বন্ধু ফরিদপুরের ভাঙ্গায় কাজ করতেন। বৃহস্পতিবার মোটরসাইকেলে টেকেরহাটগামী সড়কে দুর্ঘটনায় গুরুতর আহত হলে মেডিকেল কলেজে দুজনের মৃত্যু হয়। ওসি বলেন, বিষয়টি তদন্ত করা হচ্ছে। — [1048, 626, 1312, 842]
article-jotil — [461, 530, 843, 809]
newspaper-logo — [44, 49, 248, 133]
horoscope-facts: আপনার শাসক গ্রহ : মঙ্গল " জন্ম সংখ্যা : ৪ " শুভ রত্ন : পোখরাজ, গোমেদ ও ইন্দ্রনীলা শুভ রঙ : বেগুনী, ছাই ও নীল। " শুভ ধাতু : তামা। — [869, 1871, 1298, 1972]
zodiac-sign-icon: ♍ — [869, 2442, 901, 2474]
fact-value: তামা। — [1057, 1954, 1086, 1969]
headline-adalot: বিশ্বের যে কোনো আদালত — [523, 1682, 782, 1710]
byline-habiganj: হবিগঞ্জ প্রতিনিধি : — [461, 278, 573, 292]
logo-top-text: দৈনিক — [115, 49, 176, 74]
zodiac-sign-name: বৃষ : — [908, 2115, 938, 2128]
body-exam: ও আনোয়ার উল্লাহ। আর অসুস্থতার জন্য সংবাদ সম্মেলনে ছিলেন না আরেক আহ্বায়ক মু. মাহবুবর রহমান। সংবাদ সম্মেলনে বলা হয়, গত ১০ নভেম্বর প্রাথমিক ও গণশিক্ষা মন্ত্রণালয়ের সচিব আবু তাহের মো. মাসুদ রানাসহ ঊর্ধ্বতন কর্মকর্তা ও সহকারী শিক্ষক দাবি বাস্তবায়ন পরিষদের নেতাদের সঙ্গে অর্থ মন্ত্রণালয়ের অর্থ বিভাগের সচিবের আলোচনায় যেসব সিদ্ধান্ত নেয়া হয়, তা সংবাদ বিজ্ঞপ্তির মাধ্যমে জানিয়েছিল সরকার। সেই আলোকে তিন দফা দাবির প্রজ্ঞাপন বা দৃশ্যমান অগ্রগতি না হলে আগামী ৩০ নভেম্বর থেকে দাবি আদায় না হওয়া পর্যন্ত পূর্ণদিবস কর্মবিরতিতে যাবেন সারা দেশের শিক্ষকরা। একই সঙ্গে গত ৮ নভেম্বর হামলায় আহত শিক্ষকদের রাষ্ট্রীয়ভাবে সুচিকিৎসার ব্যবস্থা, নিহত শিক্ষিকা ফাতেমার পরিবারকে রাষ্ট্রীয়ভাবে ক্ষতিপূরণ ও তাকে পূর্ণ পেনশন দেয়ার দাবি জানান শিক্ষক নেতারা। ৮ ডিসেম্বর থেকে সরকারি প্রাথমিক বিদ্যালয়ে তৃতীয় প্রান্তিক ও বার্ষিক পরীক্ষা শুরু হওয়ার কথা রয়েছে। — [244, 1046, 449, 1463]
logo-main-text: করতোয়া — [44, 72, 248, 133]
article-sheshdin — [244, 1479, 449, 1699]
horoscope-date: ২২ নভেম্বর ২০২৫ — [1008, 1757, 1159, 1780]
zodiac-sign-text: পুরাতন কাজে হাত দেওয়ার প্রস্তুতি নিবেন। যৌথ কাজে আশা ভঙ্গ হতে পারে। গোপন রোগ বৃদ্ধি পাবে। যাত্রা ও বিনোদনে মানসিক শান্তি পাবেন। — [1090, 2226, 1298, 2309]
fact-value: বেগুনী, ছাই ও নীল। — [1057, 1934, 1156, 1949]
headline-jhukipurno: শিক্ষাপ্রতিষ্ঠানে 'অতি ঝুঁকিপূর্ণ' — [505, 822, 800, 850]
headline-jotil: দিন দিন জটিল হচ্ছে — [552, 529, 752, 558]
body-cadre: মাধ্যমিক ও উচ্চ শিক্ষা অধিদপ্তরে বিশেষ ভারপ্রাপ্ত কর্মকর্তা (ওএসডি) হিসেবে যোগদান করে পূর্ববর্তী পদের (প্রযোজ্য ক্ষেত্রে) সমপরিমাণ বেতন পাবেন। তবে যোগদানের পর ঢাকার পরিবর্তে স্ব স্ব কর্মস্থলের নির্ধারিত হারে বেতন ও অন্য ভাতাদি পাবেন। — [244, 522, 449, 646]
zodiac-sign-name: ধনু : — [1128, 2226, 1160, 2240]
headline-sonatala: সোনাতলায় বিএনপি নেতা বক্কর মাস্টারের মৃত্যুবার্ষিকী আজ — [1065, 1041, 1295, 1116]
body-dengue: হয়েছে। স্বাস্থ্য অধিদপ্তরের প্রতিবেদন অনুযায়ী, চলতি বছর ১ জানুয়ারি থেকে শুক্রবার পর্যন্ত ডেঙ্গুতে মোট ৩৫৩ জন মারা গেছেন। এরমধ্যে সবচেয়ে বেশি মৃত্যু (১৬৪ জন) হয়েছে ঢাকা দক্ষিণ সিটি করপোরেশনে। পাশাপাশি এই সময়ে ঢাকা উত্তর সিটি করপোরেশনে ৬১ জন ছাড়াও বরিশাল বিভাগে ৪৪ জন, চট্টগ্রাম বিভাগে ২৮ জন, রাজশাহী বিভাগে ২০ জন, ময়মনসিংহ বিভাগে ১৭ জন, খুলনা বিভাগে ১১ জন, ঢাকা বিভাগে ৭ জন এবং সিলেট বিভাগে একজন ডেঙ্গুতে মারা গেছেন। অন্যদিকে চলতি বছরের প্রথম দিন থেকে গতকাল শুক্রবার পর্যন্ত ডেঙ্গুতে আক্রান্ত হয়েছেন মোট ৮৮ হাজার ৮৯৩ জন। এরমধ্যে সবচেয়ে বেশি ঢাকা দক্ষিণ সিটি করপোরেশনে ১৯ হাজার ৯৮৯ জন। সিলেট বিভাগে ৩২৮ জন। — [44, 912, 232, 1274]
continued-upodeshta: (শেষ পাতার পর) — [605, 1294, 700, 1311]
article-sonatala — [1048, 858, 1312, 1263]
article-briddho — [1048, 569, 1312, 844]
article-mukti — [44, 195, 232, 816]
article-adalot — [461, 1682, 843, 2015]
fact-value: ৪ — [1057, 1893, 1065, 1909]
